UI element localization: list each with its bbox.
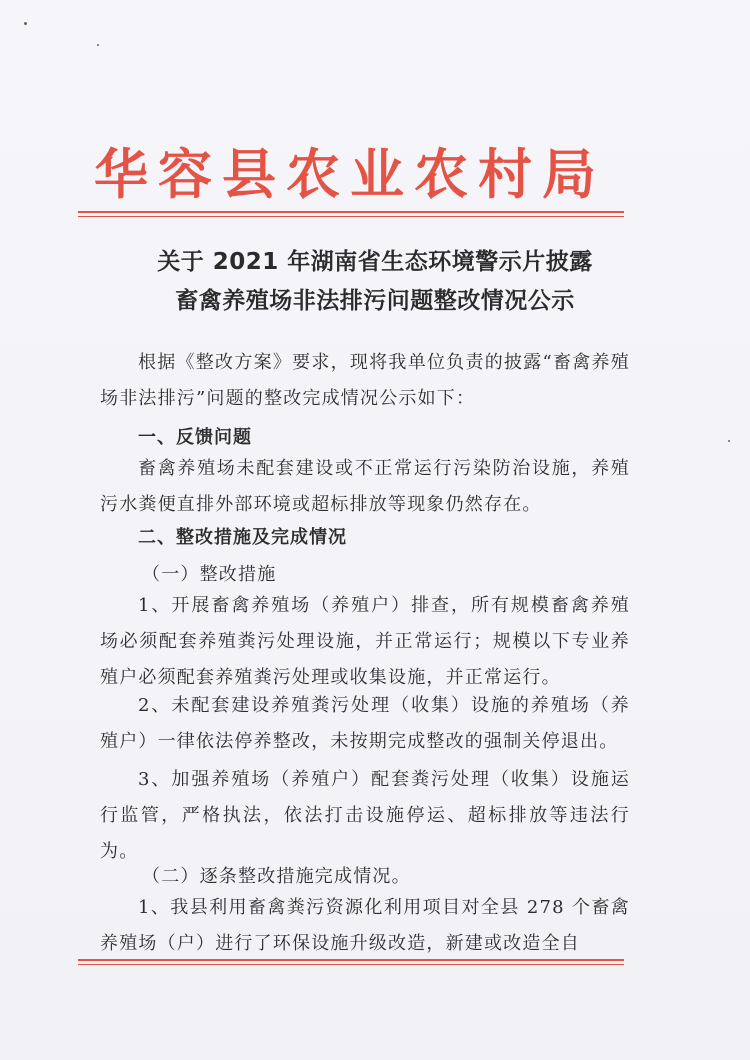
measure-2: 2、未配套建设养殖粪污处理（收集）设施的养殖场（养殖户）一律依法停养整改，未按期完成整改的强制关停退出。 [100, 695, 630, 752]
header-rule [78, 211, 624, 213]
section1-heading: 一、反馈问题 [138, 427, 252, 448]
measure-1: 1、开展畜禽养殖场（养殖户）排查，所有规模畜禽养殖场必须配套养殖粪污处理设施，并正常运行；规模以下专业养殖户必须配套养殖粪污处理或收集设施，并正常运行。 [100, 595, 630, 688]
section2-heading: 二、整改措施及完成情况 [138, 527, 347, 548]
issuing-organization: 华容县农业农村局 [94, 142, 606, 206]
document-title-line1: 关于 2021 年湖南省生态环境警示片披露 [157, 249, 593, 275]
section1-text: 畜禽养殖场未配套建设或不正常运行污染防治设施，养殖污水粪便直排外部环境或超标排放等现象仍然存在。 [100, 458, 630, 515]
paper-speck [97, 44, 99, 46]
completion-1: 1、我县利用畜禽粪污资源化利用项目对全县 278 个畜禽养殖场（户）进行了环保设施升级改造，新建或改造全自 [100, 897, 630, 954]
measure-3: 3、加强养殖场（养殖户）配套粪污处理（收集）设施运行监管，严格执法，依法打击设施停运、超标排放等违法行为。 [100, 769, 630, 862]
paper-speck [24, 22, 27, 25]
header-rule-thin [78, 216, 624, 217]
paper-speck [728, 440, 730, 442]
footer-rule-thin [78, 964, 624, 965]
document-title-line2: 畜禽养殖场非法排污问题整改情况公示 [175, 288, 575, 314]
subsection2-heading: （二）逐条整改措施完成情况。 [142, 866, 411, 887]
footer-rule [78, 959, 624, 961]
intro-paragraph: 根据《整改方案》要求，现将我单位负责的披露“畜禽养殖场非法排污”问题的整改完成情况公示如下： [100, 352, 630, 409]
subsection1-heading: （一）整改措施 [142, 564, 277, 585]
